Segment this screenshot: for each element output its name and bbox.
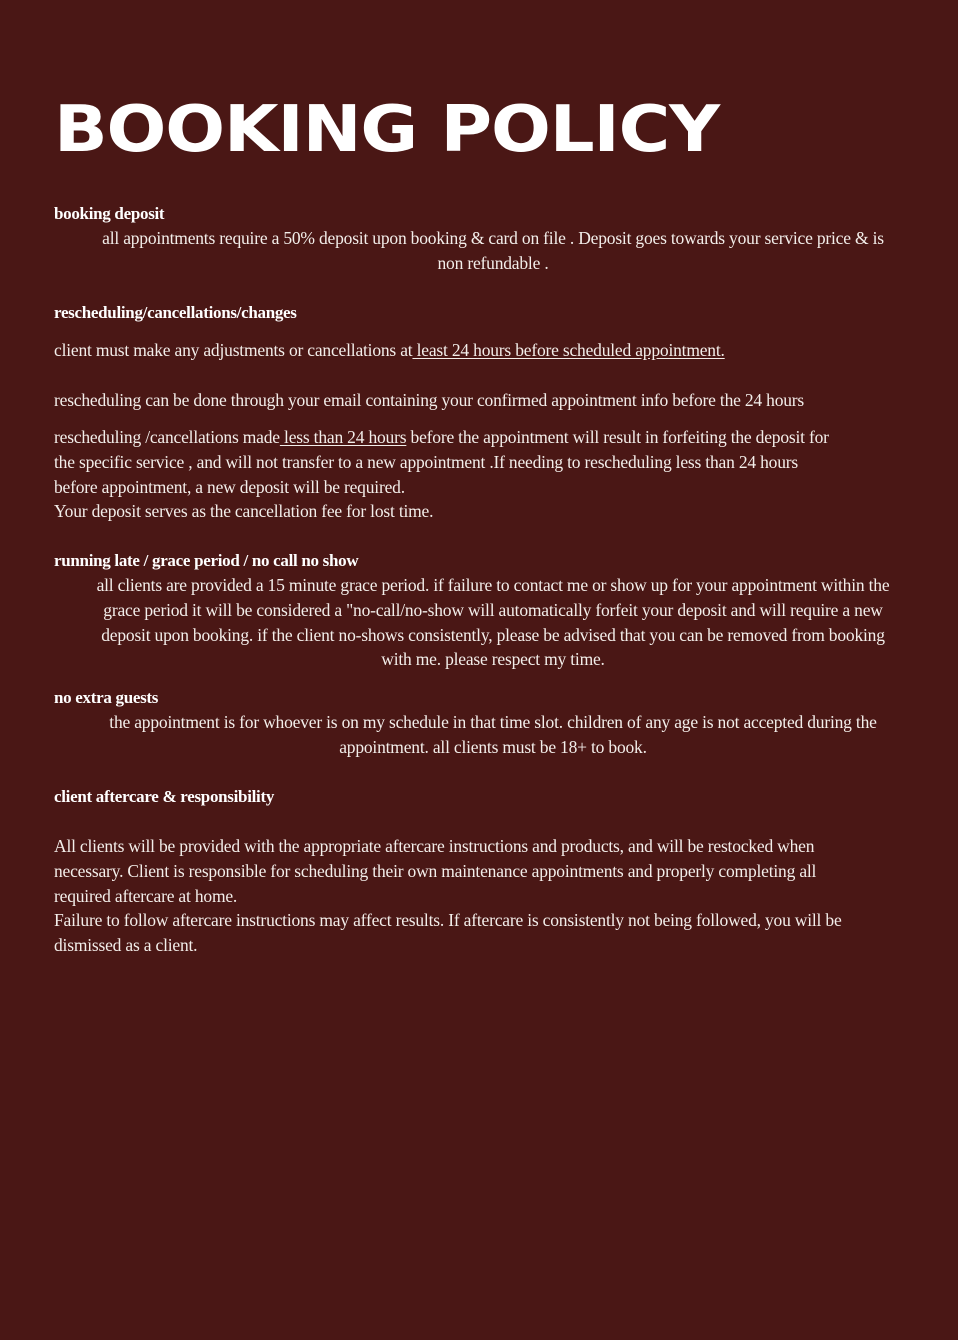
late-text [54, 573, 932, 672]
aftercare-line: Failure to follow aftercare instructions may affect results. If aftercare is consistently not being followed, you will be [54, 910, 842, 931]
section-aftercare [54, 785, 932, 809]
deposit-line: all appointments require a 50% deposit upon booking & card on file . Deposit goes towards your service price & is [102, 228, 884, 248]
aftercare-line: necessary. Client is responsible for scheduling their own maintenance appointments and properly completing all [54, 860, 817, 881]
section-running-late [54, 549, 932, 672]
guests-line: the appointment is for whoever is on my schedule in that time slot. children of any age is not accepted during the [109, 712, 877, 732]
rescheduling-line: the specific service , and will not transfer to a new appointment .If needing to rescheduling less than 24 hours [54, 451, 798, 472]
late-line: with me. please respect my time. [381, 649, 605, 670]
page-title: BOOKING POLICY [54, 93, 720, 167]
section-booking-deposit [54, 202, 932, 276]
late-line: deposit upon booking. if the client no-shows consistently, please be advised that you can be removed from booking [101, 624, 885, 645]
rescheduling-paragraph-1 [54, 338, 932, 363]
guests-text [54, 710, 932, 760]
rescheduling-line: Your deposit serves as the cancellation fee for lost time. [54, 501, 434, 522]
late-line: all clients are provided a 15 minute grace period. if failure to contact me or show up for your appointment within the [96, 575, 890, 595]
deposit-line: non refundable . [437, 252, 549, 273]
deposit-text [54, 226, 932, 276]
text-span: before the appointment will result in forfeiting the deposit for [406, 427, 829, 447]
section-heading: running late / grace period / no call no show [54, 551, 359, 570]
rescheduling-paragraph-3 [54, 425, 932, 524]
section-rescheduling [54, 301, 932, 325]
rescheduling-line [54, 425, 932, 450]
late-line: grace period it will be considered a "no-call/no-show will automatically forfeit your deposit and will require a new [103, 599, 883, 620]
aftercare-text [54, 834, 932, 958]
text-span: client must make any adjustments or cancellations at [54, 340, 413, 360]
section-heading: client aftercare & responsibility [54, 787, 275, 806]
rescheduling-line: before appointment, a new deposit will be required. [54, 476, 405, 497]
underlined-span: least 24 hours before scheduled appointment. [412, 340, 725, 360]
aftercare-line: required aftercare at home. [54, 885, 238, 906]
rescheduling-paragraph-2: rescheduling can be done through your email containing your confirmed appointment info before the 24 hours [54, 390, 805, 410]
guests-line: appointment. all clients must be 18+ to book. [339, 736, 647, 757]
section-heading: rescheduling/cancellations/changes [54, 303, 297, 322]
underlined-span: less than 24 hours [279, 427, 407, 447]
section-heading: no extra guests [54, 688, 159, 707]
section-no-extra-guests [54, 686, 932, 760]
section-heading: booking deposit [54, 204, 165, 223]
text-span: rescheduling /cancellations made [54, 427, 280, 447]
aftercare-line: All clients will be provided with the appropriate aftercare instructions and products, and will be restocked when [54, 836, 815, 856]
aftercare-line: dismissed as a client. [54, 935, 198, 956]
